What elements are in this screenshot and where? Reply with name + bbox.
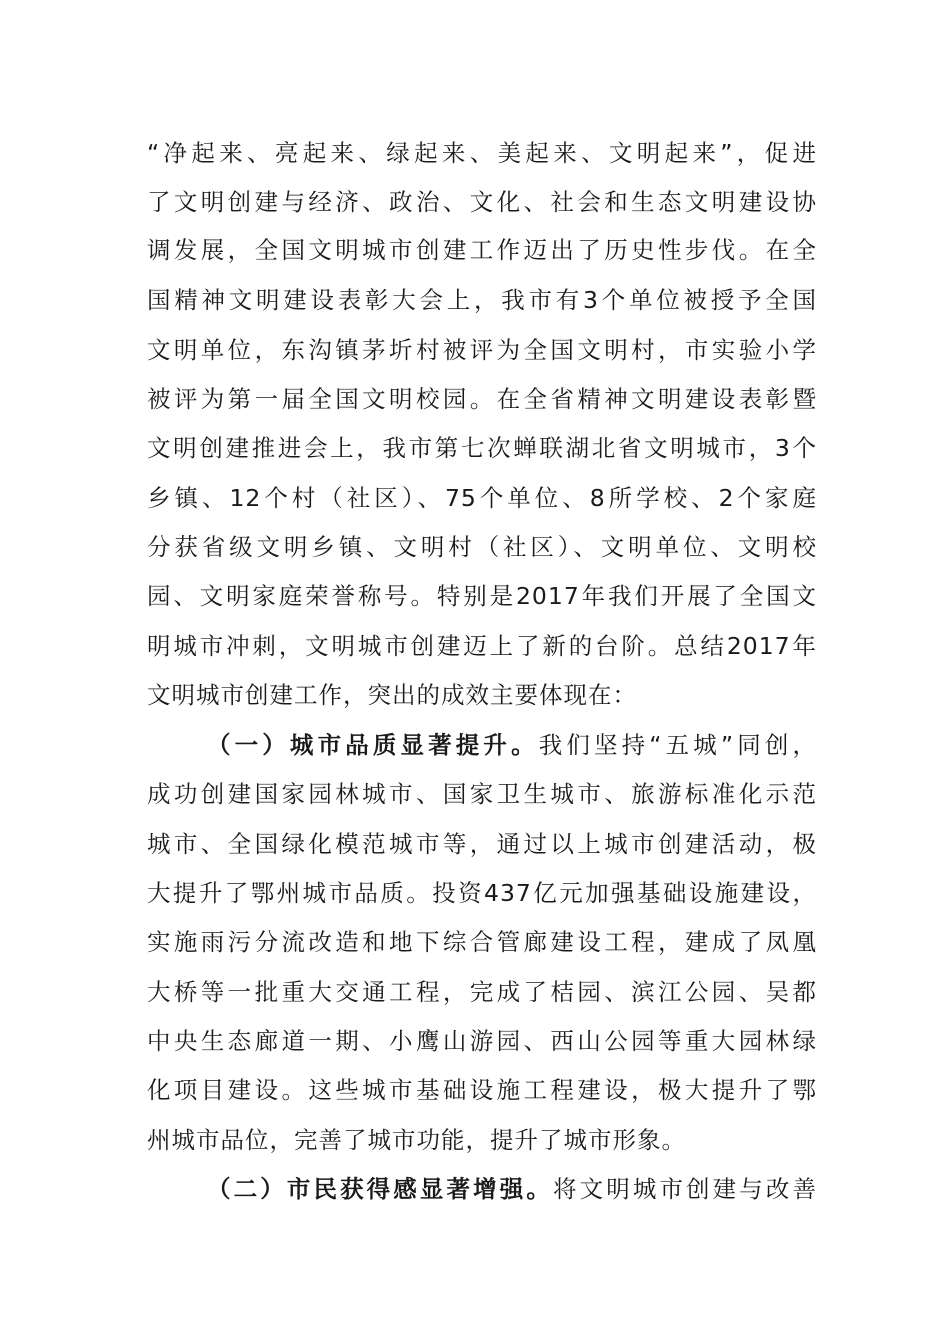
text-line: 大提升了鄂州城市品质。投资437亿元加强基础设施建设，	[147, 879, 817, 907]
text-line: 城市、全国绿化模范城市等，通过以上城市创建活动，极	[147, 830, 817, 858]
text-line: “净起来、亮起来、绿起来、美起来、文明起来”，促进	[147, 139, 817, 167]
text-line: 调发展，全国文明城市创建工作迈出了历史性步伐。在全	[147, 236, 817, 264]
text-line: 了文明创建与经济、政治、文化、社会和生态文明建设协	[147, 188, 817, 216]
text-line: 实施雨污分流改造和地下综合管廊建设工程，建成了凤凰	[147, 928, 817, 956]
section-text: 我们坚持“五城”同创，	[538, 731, 817, 759]
text-line: 被评为第一届全国文明校园。在全省精神文明建设表彰暨	[147, 385, 817, 413]
text-line: 国精神文明建设表彰大会上，我市有3个单位被授予全国	[147, 286, 817, 314]
text-line: 园、文明家庭荣誉称号。特别是2017年我们开展了全国文	[147, 582, 817, 610]
text-line: 中央生态廊道一期、小鹰山游园、西山公园等重大园林绿	[147, 1027, 817, 1055]
text-line: 大桥等一批重大交通工程，完成了桔园、滨江公园、吴都	[147, 978, 817, 1006]
text-line: 文明创建推进会上，我市第七次蝉联湖北省文明城市，3个	[147, 434, 817, 462]
text-line: 分获省级文明乡镇、文明村（社区）、文明单位、文明校	[147, 533, 817, 561]
section-heading-line	[207, 1169, 817, 1209]
text-line: 文明城市创建工作，突出的成效主要体现在：	[147, 681, 637, 709]
text-line: 化项目建设。这些城市基础设施工程建设，极大提升了鄂	[147, 1076, 817, 1104]
text-line: 成功创建国家园林城市、国家卫生城市、旅游标准化示范	[147, 780, 817, 808]
text-line: 文明单位，东沟镇茅圻村被评为全国文明村，市实验小学	[147, 336, 817, 364]
section-text: 将文明城市创建与改善	[552, 1175, 818, 1203]
section-heading: （一）城市品质显著提升。	[207, 731, 539, 759]
section-heading: （二）市民获得感显著增强。	[207, 1175, 553, 1203]
text-line: 州城市品位，完善了城市功能，提升了城市形象。	[147, 1126, 686, 1154]
text-line: 乡镇、12个村（社区）、75个单位、8所学校、2个家庭	[147, 484, 817, 512]
section-heading-line	[207, 725, 817, 765]
text-line: 明城市冲刺，文明城市创建迈上了新的台阶。总结2017年	[147, 632, 817, 660]
